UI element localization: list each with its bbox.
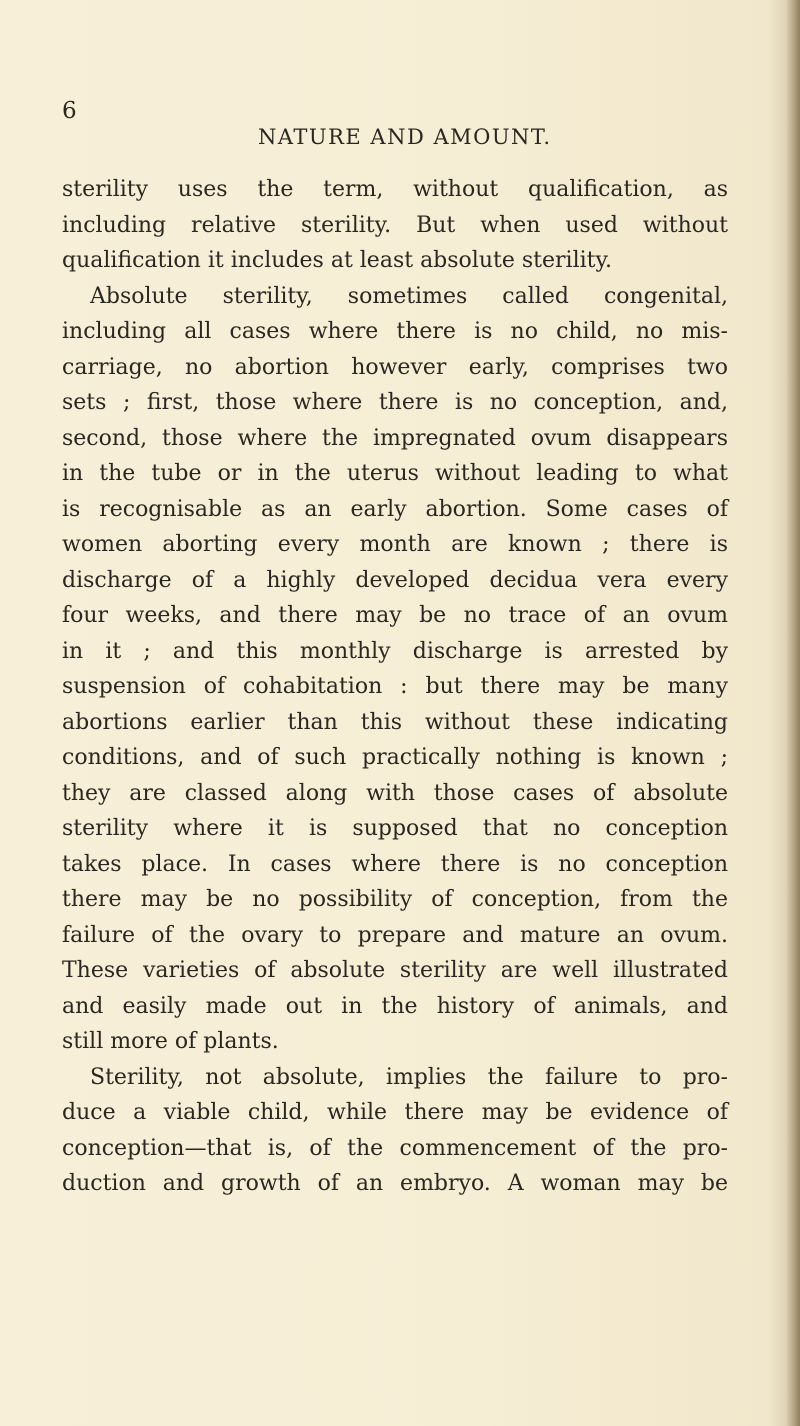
text-line: sets ; first, those where there is no conception, and,: [62, 390, 728, 415]
text-line: conditions, and of such practically nothing is known ;: [62, 745, 728, 770]
text-line: still more of plants.: [62, 1029, 279, 1054]
text-line: These varieties of absolute sterility are well illustrated: [62, 958, 728, 983]
text-line: discharge of a highly developed decidua vera every: [62, 567, 728, 593]
text-line: there may be no possibility of conception, from the: [62, 887, 728, 912]
text-line: including all cases where there is no child, no mis-: [62, 319, 728, 344]
text-line: women aborting every month are known ; there is: [62, 532, 728, 557]
text-line: sterility uses the term, without qualification, as: [62, 177, 728, 202]
text-line: qualification it includes at least absolute sterility.: [62, 248, 612, 273]
text-line: abortions earlier than this without these indicating: [62, 709, 728, 735]
text-line: Absolute sterility, sometimes called congenital,: [90, 283, 728, 309]
running-head: NATURE AND AMOUNT.: [258, 125, 552, 149]
text-line: duction and growth of an embryo. A woman may be: [62, 1171, 728, 1196]
page-number: 6: [62, 98, 77, 124]
text-line: four weeks, and there may be no trace of an ovum: [62, 603, 728, 628]
page-edge-shadow: [786, 0, 800, 1426]
text-line: failure of the ovary to prepare and mature an ovum.: [62, 922, 728, 948]
text-line: second, those where the impregnated ovum disappears: [62, 425, 728, 451]
text-line: including relative sterility. But when used without: [62, 212, 728, 238]
text-line: carriage, no abortion however early, comprises two: [62, 354, 728, 380]
text-line: they are classed along with those cases of absolute: [62, 780, 728, 806]
text-line: and easily made out in the history of animals, and: [62, 993, 728, 1019]
text-line: duce a viable child, while there may be evidence of: [62, 1100, 728, 1125]
text-line: takes place. In cases where there is no conception: [62, 851, 728, 877]
text-line: sterility where it is supposed that no conception: [62, 816, 728, 841]
body-text: [62, 172, 728, 1202]
text-line: is recognisable as an early abortion. Some cases of: [62, 496, 728, 522]
text-line: conception—that is, of the commencement of the pro-: [62, 1135, 728, 1161]
text-line: in the tube or in the uterus without leading to what: [62, 461, 728, 486]
text-line: Sterility, not absolute, implies the failure to pro-: [90, 1064, 728, 1090]
text-line: in it ; and this monthly discharge is arrested by: [62, 638, 728, 664]
text-line: suspension of cohabitation : but there may be many: [62, 674, 728, 699]
